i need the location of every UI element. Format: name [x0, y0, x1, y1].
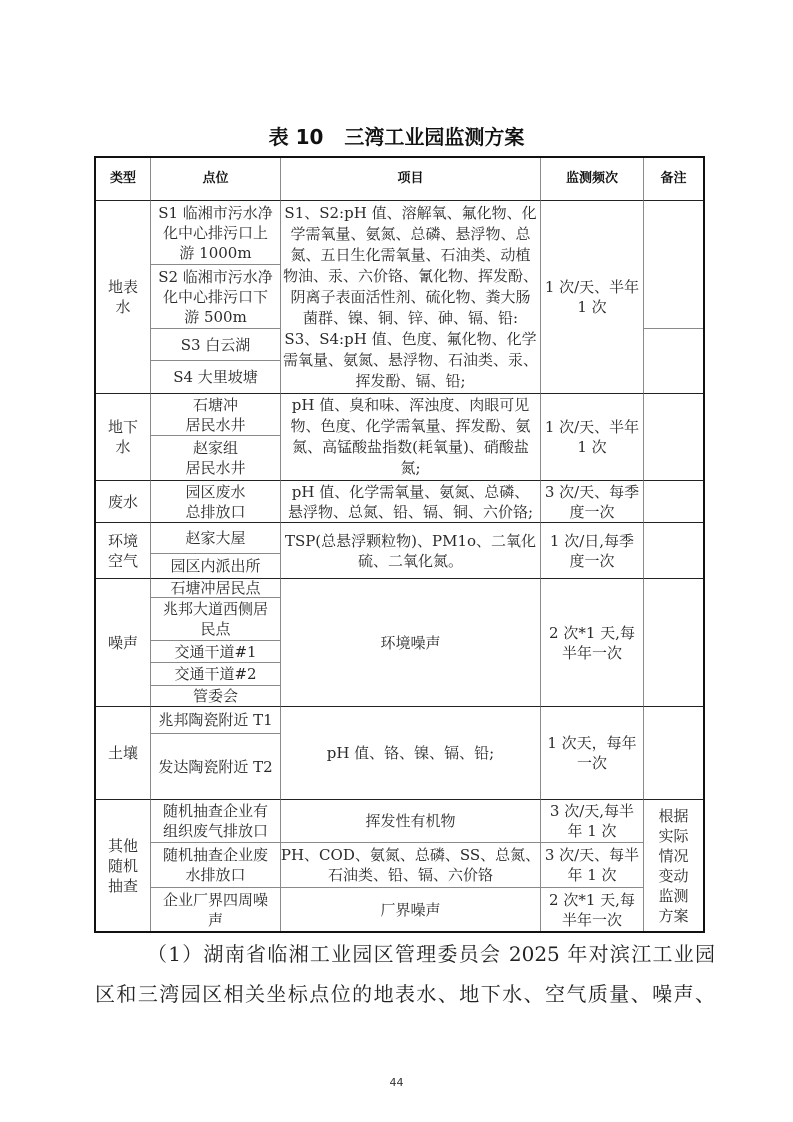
other-type: 其他 随机 抽查 — [96, 800, 151, 931]
body-paragraph-line: （1）湖南省临湘工业园区管理委员会 2025 年对滨江工业园 — [147, 942, 715, 966]
other-items: 挥发性有机物 — [281, 800, 541, 843]
noise-remarks — [644, 579, 703, 707]
wastewater-items: pH 值、化学需氧量、氨氮、总磷、 悬浮物、总氮、铅、镉、铜、六价铬; — [281, 481, 541, 523]
soil-items: pH 值、铬、镍、镉、铅; — [281, 707, 541, 800]
surface-water-remarks-s1-s2 — [644, 201, 703, 329]
page-number: 44 — [389, 1076, 404, 1089]
air-type: 环境 空气 — [96, 523, 151, 579]
header-type: 类型 — [96, 158, 151, 201]
surface-water-frequency: 1 次/天、半年 1 次 — [541, 201, 644, 394]
wastewater-remarks — [644, 481, 703, 523]
noise-frequency: 2 次*1 天,每 半年一次 — [541, 579, 644, 707]
groundwater-type: 地下 水 — [96, 394, 151, 481]
other-items: PH、COD、氨氮、总磷、SS、总氮、 石油类、铅、镉、六价铬 — [281, 843, 541, 888]
other-location: 随机抽查企业有 组织废气排放口 — [151, 800, 281, 843]
other-frequency: 3 次/天、每半 年 1 次 — [541, 843, 644, 888]
air-items: TSP(总悬浮颗粒物)、PM1o、二氧化 硫、二氧化氮。 — [281, 523, 541, 579]
noise-type: 噪声 — [96, 579, 151, 707]
air-remarks — [644, 523, 703, 579]
air-frequency: 1 次/日,每季 度一次 — [541, 523, 644, 579]
noise-location: 交通干道#1 — [151, 641, 281, 663]
other-remarks: 根据 实际 情况 变动 监测 方案 — [658, 806, 689, 925]
groundwater-items: pH 值、臭和味、浑浊度、肉眼可见 物、色度、化学需氧量、挥发酚、氨 氮、高锰酸盐指数(耗氧量)、硝酸盐 氮; — [281, 394, 541, 481]
surface-water-location-s2: S2 临湘市污水净 化中心排污口下 游 500m — [151, 265, 281, 329]
header-frequency: 监测频次 — [541, 158, 644, 201]
noise-location: 管委会 — [151, 686, 281, 707]
other-frequency: 3 次/天,每半 年 1 次 — [541, 800, 644, 843]
groundwater-location: 赵家组 居民水井 — [151, 436, 281, 481]
header-remarks: 备注 — [644, 158, 703, 201]
soil-type: 土壤 — [96, 707, 151, 800]
surface-water-location-s1: S1 临湘市污水净 化中心排污口上 游 1000m — [151, 201, 281, 265]
other-location: 企业厂界四周噪 声 — [151, 888, 281, 931]
groundwater-remarks — [644, 394, 703, 481]
surface-water-remarks-s3-s4 — [644, 329, 703, 394]
wastewater-location: 园区废水 总排放口 — [151, 481, 281, 523]
noise-location: 交通干道#2 — [151, 663, 281, 686]
other-items: 厂界噪声 — [281, 888, 541, 931]
groundwater-frequency: 1 次/天、半年 1 次 — [541, 394, 644, 481]
other-location: 随机抽查企业废 水排放口 — [151, 843, 281, 888]
header-location: 点位 — [151, 158, 281, 201]
monitoring-plan-table — [94, 156, 705, 933]
soil-frequency: 1 次天，每年 一次 — [541, 707, 644, 800]
header-items: 项目 — [281, 158, 541, 201]
noise-location: 石塘冲居民点 — [151, 579, 281, 598]
groundwater-location: 石塘冲 居民水井 — [151, 394, 281, 436]
soil-location: 兆邦陶瓷附近 T1 — [151, 707, 281, 734]
table-caption: 表 10 三湾工业园监测方案 — [268, 125, 525, 149]
surface-water-location-s3: S3 白云湖 — [151, 329, 281, 361]
noise-location: 兆邦大道西侧居 民点 — [151, 598, 281, 641]
air-location: 赵家大屋 — [151, 523, 281, 554]
surface-water-location-s4: S4 大里坡塘 — [151, 361, 281, 394]
soil-remarks — [644, 707, 703, 800]
noise-items: 环境噪声 — [281, 579, 541, 707]
wastewater-type: 废水 — [96, 481, 151, 523]
other-frequency: 2 次*1 天,每 半年一次 — [541, 888, 644, 931]
body-paragraph-line: 区和三湾园区相关坐标点位的地表水、地下水、空气质量、噪声、 — [95, 982, 715, 1006]
air-location: 园区内派出所 — [151, 554, 281, 579]
wastewater-frequency: 3 次/天、每季 度一次 — [541, 481, 644, 523]
surface-water-items: S1、S2:pH 值、溶解氧、氟化物、化 学需氧量、氨氮、总磷、悬浮物、总 氮、五日生化需氧量、石油类、动植 物油、汞、六价铬、氰化物、挥发酚、 阴离子表面活性剂、硫化物、粪大肠 菌群、镍、铜、锌、砷、镉、铅: S3、S4:pH 值、色度、氟化物、化学 需氧量、氨氮、悬浮物、石油类、汞、 挥发酚、镉、铅; — [281, 201, 541, 394]
surface-water-type: 地表 水 — [96, 201, 151, 394]
soil-location: 发达陶瓷附近 T2 — [151, 734, 281, 800]
